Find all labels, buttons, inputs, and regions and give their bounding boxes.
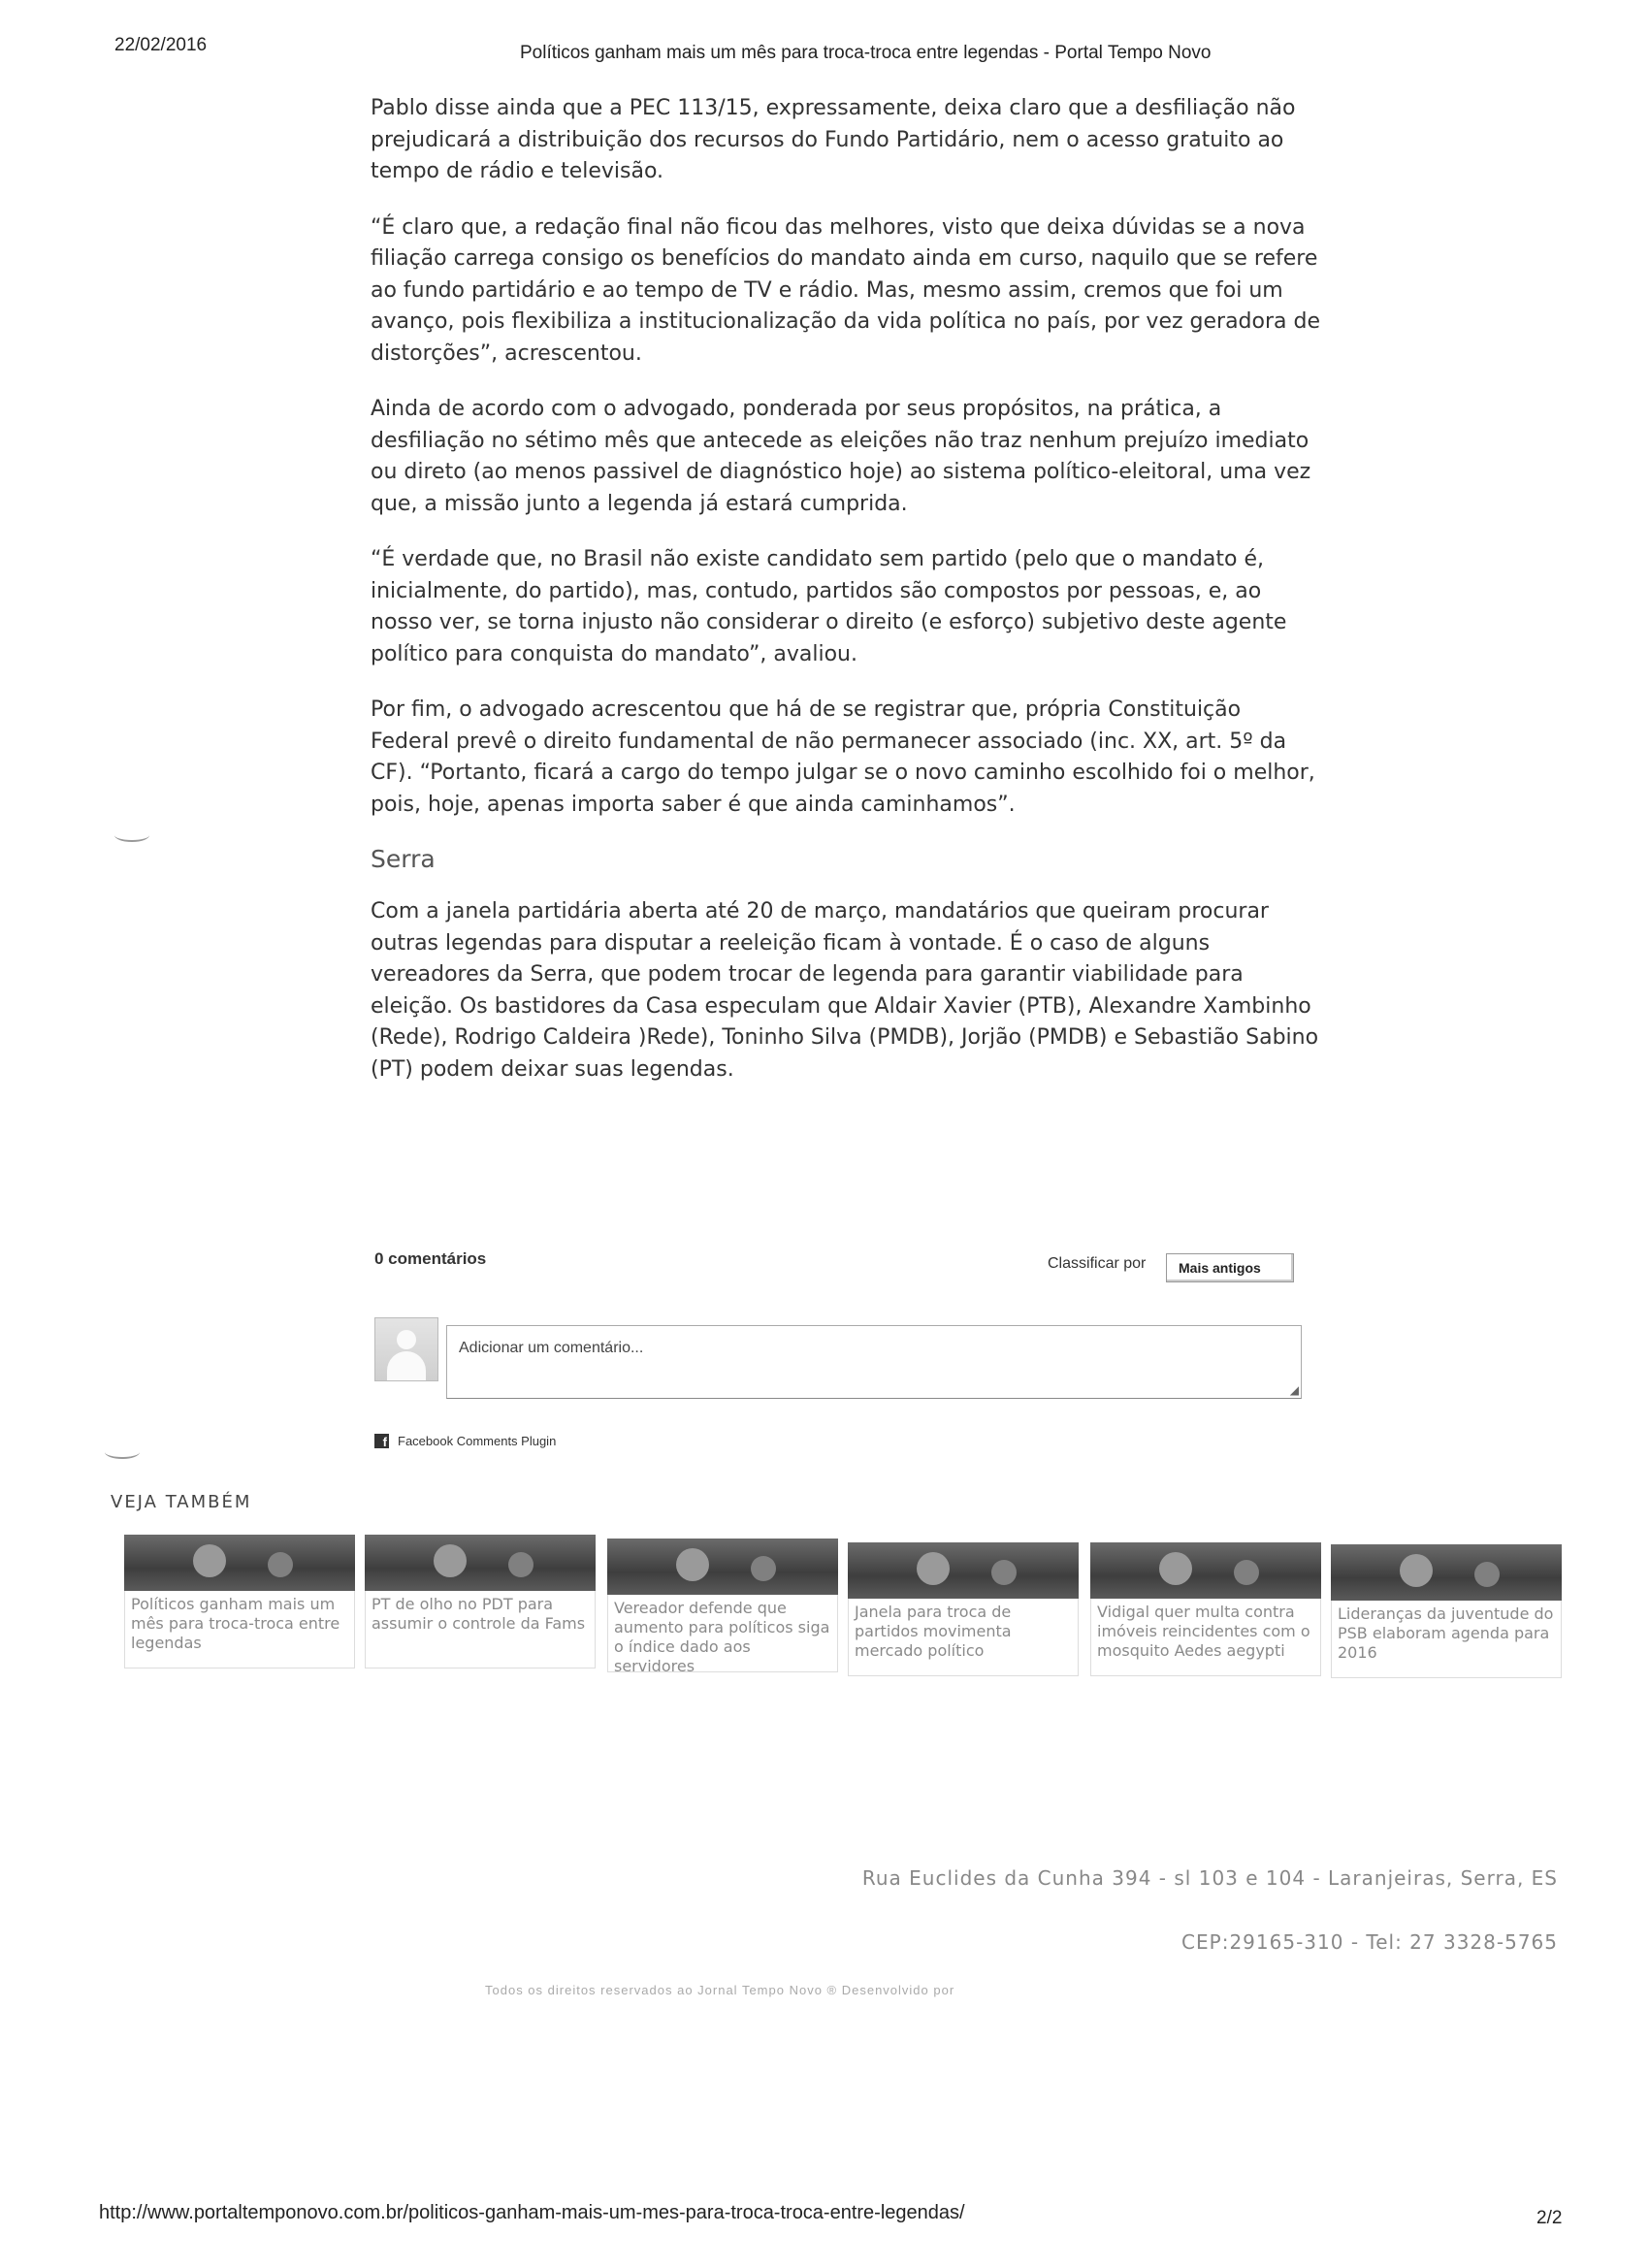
related-card[interactable]	[1331, 1544, 1562, 1690]
comment-input-placeholder: Adicionar um comentário...	[459, 1340, 644, 1356]
related-thumbnail[interactable]	[1090, 1542, 1321, 1599]
related-caption[interactable]: Janela para troca de partidos movimenta mercado político	[848, 1599, 1079, 1676]
scan-punch-mark	[114, 828, 149, 842]
article-paragraph: “É verdade que, no Brasil não existe candidato sem partido (pelo que o mandato é, inicialmente, do partido), mas, contudo, partidos são compostos por pessoas, e, ao nosso ver, se torna injusto não considerar o direito (e esforço) subjetivo deste agente político para conquista do mandato”, avaliou.	[371, 547, 1287, 666]
facebook-icon: f	[374, 1434, 389, 1448]
article-paragraph: Com a janela partidária aberta até 20 de março, mandatários que queiram procurar outras legendas para disputar a reeleição ficam à vontade. É o caso de alguns vereadores da Serra, que podem trocar de legenda para garantir viabilidade para eleição. Os bastidores da Casa especulam que Aldair Xavier (PTB), Alexandre Xambinho (Rede), Rodrigo Caldeira )Rede), Toninho Silva (PMDB), Jorjão (PMDB) e Sebastião Sabino (PT) podem deixar suas legendas.	[371, 899, 1319, 1082]
article-paragraph: Pablo disse ainda que a PEC 113/15, expressamente, deixa claro que a desfiliação não prejudicará a distribuição dos recursos do Fundo Partidário, nem o acesso gratuito ao tempo de rádio e televisão.	[371, 96, 1296, 183]
scan-punch-mark	[105, 1445, 140, 1459]
related-caption[interactable]: Políticos ganham mais um mês para troca-troca entre legendas	[124, 1591, 355, 1669]
article-body	[371, 93, 1321, 1110]
related-card[interactable]	[1090, 1542, 1321, 1688]
print-url: http://www.portaltemponovo.com.br/politicos-ganham-mais-um-mes-para-troca-troca-entre-legendas/	[99, 2202, 965, 2223]
related-card[interactable]	[124, 1535, 355, 1680]
related-thumbnail[interactable]	[124, 1535, 355, 1591]
plugin-label: Facebook Comments Plugin	[398, 1434, 557, 1448]
related-caption[interactable]: PT de olho no PDT para assumir o controle da Fams	[365, 1591, 596, 1669]
related-thumbnail[interactable]	[607, 1539, 838, 1595]
print-page-number: 2/2	[1536, 2208, 1563, 2228]
related-title: VEJA TAMBÉM	[111, 1492, 252, 1512]
related-caption[interactable]: Vidigal quer multa contra imóveis reincidentes com o mosquito Aedes aegypti	[1090, 1599, 1321, 1676]
plugin-credit[interactable]	[374, 1434, 556, 1448]
footer-contact: CEP:29165-310 - Tel: 27 3328-5765	[1181, 1930, 1558, 1954]
print-page-title: Políticos ganham mais um mês para troca-troca entre legendas - Portal Tempo Novo	[520, 43, 1212, 63]
avatar	[374, 1317, 438, 1381]
sort-select[interactable]	[1166, 1253, 1294, 1282]
resize-grip-icon[interactable]: ◢	[1289, 1383, 1299, 1397]
related-caption[interactable]: Vereador defende que aumento para políticos siga o índice dado aos servidores	[607, 1595, 838, 1672]
facebook-comments	[374, 1244, 1306, 1457]
footer-address: Rua Euclides da Cunha 394 - sl 103 e 104 - Laranjeiras, Serra, ES	[861, 1866, 1558, 1890]
footer-rights: Todos os direitos reservados ao Jornal Tempo Novo ® Desenvolvido por	[485, 1983, 955, 1997]
related-card[interactable]	[848, 1542, 1079, 1688]
sort-label: Classificar por	[1048, 1255, 1147, 1272]
print-date: 22/02/2016	[114, 35, 208, 55]
article-subheading: Serra	[371, 845, 436, 873]
article-paragraph: “É claro que, a redação final não ficou das melhores, visto que deixa dúvidas se a nova filiação carrega consigo os benefícios do mandato ainda em curso, naquilo que se refere ao fundo partidário e ao tempo de TV e rádio. Mas, mesmo assim, cremos que foi um avanço, pois flexibiliza a institucionalização da vida política no país, por vez geradora de distorções”, acrescentou.	[371, 214, 1320, 366]
related-thumbnail[interactable]	[848, 1542, 1079, 1599]
related-thumbnail[interactable]	[365, 1535, 596, 1591]
related-thumbnail[interactable]	[1331, 1544, 1562, 1601]
article-paragraph: Por fim, o advogado acrescentou que há de se registrar que, própria Constituição Federal prevê o direito fundamental de não permanecer associado (inc. XX, art. 5º da CF). “Portanto, ficará a cargo do tempo julgar se o novo caminho escolhido foi o melhor, pois, hoje, apenas importa saber é que ainda caminhamos”.	[371, 697, 1315, 817]
related-caption[interactable]: Lideranças da juventude do PSB elaboram agenda para 2016	[1331, 1601, 1562, 1678]
article-paragraph: Ainda de acordo com o advogado, ponderada por seus propósitos, na prática, a desfiliação no sétimo mês que antecede as eleições não traz nenhum prejuízo imediato ou direto (ao menos passivel de diagnóstico hoje) ao sistema político-eleitoral, uma vez que, a missão junto a legenda já estará cumprida.	[371, 397, 1311, 516]
sort-select-value: Mais antigos	[1179, 1260, 1261, 1276]
related-card[interactable]	[365, 1535, 596, 1680]
comment-input[interactable]	[446, 1325, 1302, 1399]
related-card[interactable]	[607, 1539, 838, 1684]
comment-count: 0 comentários	[374, 1249, 487, 1268]
